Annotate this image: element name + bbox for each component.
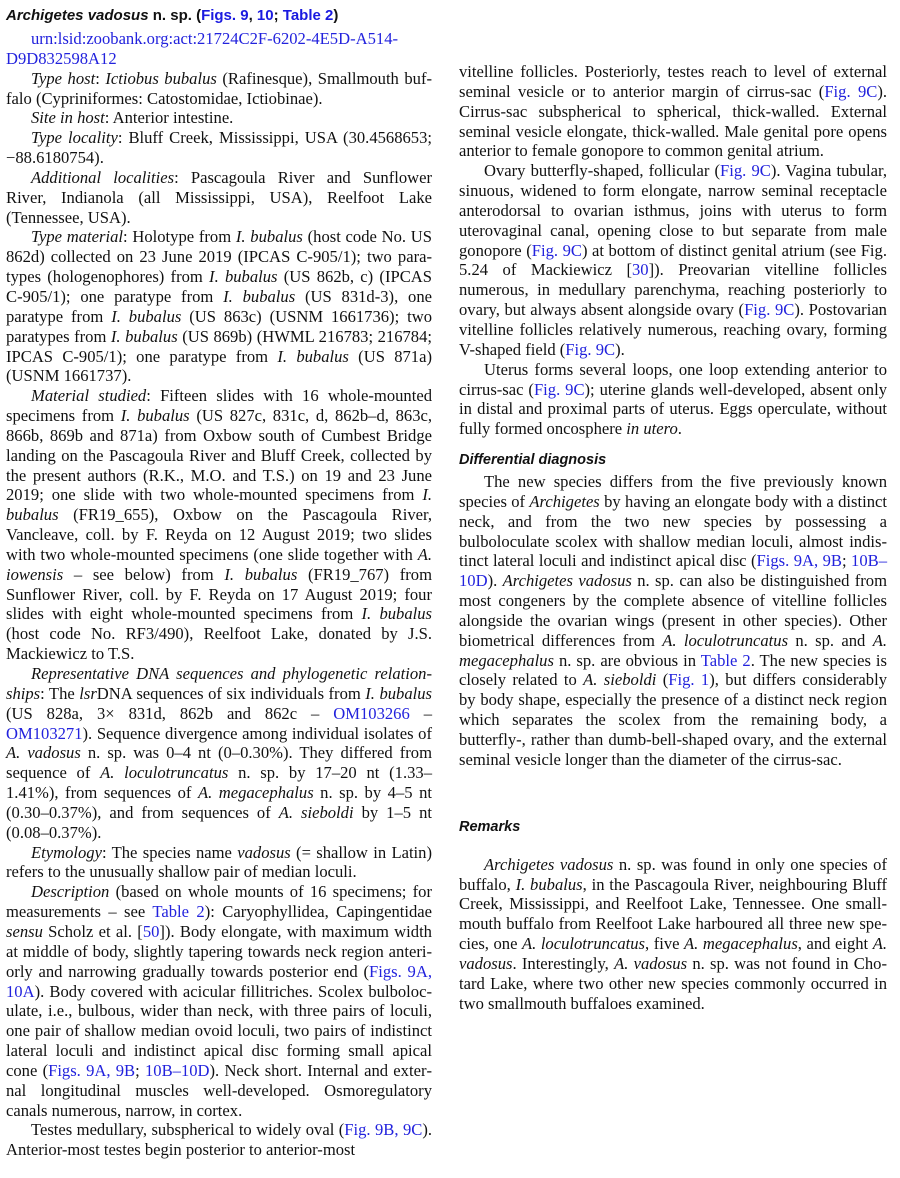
- body-paragraph: [459, 62, 887, 161]
- cross-reference-link[interactable]: Table 2: [282, 7, 334, 24]
- italic-text: Site in host: [31, 108, 105, 128]
- body-paragraph: [6, 128, 432, 168]
- text-run: –: [409, 703, 432, 723]
- text-run: Uterus forms several loops, one loop extending anterior to cirrus-sac (: [459, 359, 887, 399]
- italic-text: I. bubalus: [223, 286, 296, 306]
- text-run: n. sp. are obvious in: [553, 650, 701, 670]
- cross-reference-link[interactable]: Figs. 9: [201, 7, 249, 24]
- text-run: n. sp. was not found in Chotard Lake, where two other new species commonly occurred in two smallmouth buffaloes examined.: [459, 953, 887, 1013]
- left-column: [6, 0, 432, 1160]
- text-run: ). Anterior-most testes begin posterior to anterior-most: [6, 1120, 432, 1160]
- text-run: – see below) from: [63, 564, 225, 584]
- text-run: , five: [645, 934, 685, 954]
- italic-text: Etymology: [31, 842, 102, 862]
- text-run: n. sp. was found in only one species of buffalo,: [459, 854, 888, 894]
- cross-reference-link[interactable]: 50: [142, 921, 160, 941]
- italic-text: I. bubalus: [120, 406, 190, 426]
- cross-reference-link[interactable]: 30: [631, 260, 649, 280]
- text-run: (US 831d-3), one paratype from: [6, 286, 432, 326]
- zoobank-paragraph: [6, 29, 432, 69]
- cross-reference-link[interactable]: OM103271: [6, 723, 83, 743]
- text-run: (US 871a) (USNM 1661737).: [6, 346, 432, 386]
- cross-reference-link[interactable]: Fig. 9C: [533, 379, 585, 399]
- text-run: Ovary butterfly-shaped, follicular (: [484, 161, 721, 181]
- italic-text: Representative DNA sequences and phylogenetic relationships: [6, 664, 432, 703]
- text-run: (: [656, 670, 669, 690]
- text-run: . The new species is closely related to: [459, 650, 888, 690]
- text-run: ]). Body elongate, with maximum width at middle of body, slightly tapering towards neck region anteriorly and narrowing gradually towards posterior end (: [6, 921, 432, 981]
- text-run: (FR19_655), Oxbow on the Pascagoula River, Vancleave, coll. by F. Reyda on 12 August 2019; two slides with two whole-mounted specimens (one slide together with: [6, 505, 432, 564]
- cross-reference-link[interactable]: Figs. 9A, 9B: [756, 551, 842, 571]
- italic-text: Type material: [31, 227, 124, 247]
- cross-reference-link[interactable]: Figs. 9A, 9B: [48, 1060, 136, 1080]
- text-run: , and eight: [797, 934, 873, 954]
- italic-text: sensu: [6, 921, 43, 941]
- right-top-paragraphs: [459, 62, 887, 439]
- italic-text: A. loculotruncatus: [662, 630, 789, 650]
- text-run: ;: [841, 551, 852, 571]
- text-run: ): Caryophyllidea, Capingentidae: [204, 902, 432, 922]
- cross-reference-link[interactable]: Fig. 9C: [720, 161, 771, 181]
- text-run: ); uterine glands well-developed, absent only in distal and proximal parts of uterus. Eggs operculate, without fully formed oncosphere: [459, 379, 887, 439]
- italic-text: A. megacephalus: [684, 934, 798, 954]
- cross-reference-link[interactable]: Fig. 9C: [824, 81, 878, 101]
- text-run: .: [677, 419, 682, 439]
- italic-text: A. iowensis: [6, 544, 432, 584]
- species-title: [6, 6, 432, 26]
- text-run: ), but differs considerably by body shape, especially the presence of a distinct neck region which separates the scolex from the remaining body, a butterfly-, rather than dumb-bell-shaped ovary, and the external seminal vesicle longer than the diameter of the cirrus-sac.: [459, 670, 887, 769]
- text-run: ). Sequence divergence among individual isolates of: [82, 723, 432, 743]
- text-run: (host code No. RF3/490), Reelfoot Lake, donated by J.S. Mackiewicz to T.S.: [6, 624, 432, 664]
- italic-text: I. bubalus: [111, 306, 182, 326]
- text-run: (based on whole mounts of 16 specimens; for measurements – see: [6, 882, 432, 922]
- italic-text: A. sieboldi: [278, 802, 354, 822]
- text-run: n. sp. can also be distinguished from most congeners by the complete absence of vitelline follicles alongside the ovarian wings (present in other species). Other biometrical differences from: [459, 571, 888, 650]
- text-run: ;: [273, 7, 283, 24]
- text-run: : Fifteen slides with 16 whole-mounted specimens from: [6, 386, 432, 426]
- italic-text: Archigetes vadosus: [502, 571, 632, 591]
- italic-text: Archigetes vadosus: [6, 7, 149, 24]
- italic-text: I. bubalus: [235, 227, 303, 247]
- text-run: (host code No. US 862d) collected on 23 June 2019 (IPCAS C-905/1); two paratypes (hologenophores) from: [6, 227, 433, 287]
- italic-text: A. loculotruncatus: [522, 934, 645, 954]
- italic-text: I. bubalus: [515, 874, 583, 894]
- text-run: n. sp. was 0–4 nt (0–0.30%). They differed from sequence of: [6, 743, 432, 783]
- italic-text: A. vadosus: [6, 743, 81, 763]
- text-run: Testes medullary, subspherical to widely oval (: [31, 1120, 345, 1140]
- body-paragraph: [6, 386, 432, 664]
- cross-reference-link[interactable]: Fig. 1: [668, 670, 710, 690]
- italic-text: I. bubalus: [209, 267, 278, 287]
- text-run: ): [333, 7, 339, 24]
- cross-reference-link[interactable]: Fig. 9C: [565, 339, 616, 359]
- italic-text: A. megacephalus: [197, 783, 314, 803]
- body-paragraph: [6, 108, 432, 128]
- text-run: , in the Pascagoula River, neighbouring Bluff Creek, Mississippi, and Reelfoot Lake, Tennessee. One smallmouth buffalo from Reelfoot Lake harboured all three new species, one: [459, 874, 888, 954]
- italic-text: Material studied: [31, 386, 147, 406]
- cross-reference-link[interactable]: OM103266: [333, 703, 410, 723]
- text-run: n. sp. by 4–5 nt (0.30–0.37%), and from sequences of: [6, 783, 432, 822]
- text-run: DNA sequences of six individuals from: [96, 683, 366, 703]
- left-paragraphs: [6, 69, 432, 1160]
- body-paragraph: [459, 161, 887, 359]
- text-run: n. sp. (: [148, 7, 202, 24]
- text-run: by 1–5 nt (0.08–0.37%).: [6, 802, 432, 842]
- text-run: ). Body covered with acicular fillitriches. Scolex bulboloculate, i.e., bulbous, wider than neck, with three pairs of loculi, one pair of shallow median ovoid loculi, two pairs of indistinct lateral loculi and indistinct apical disc forming small apical cone (: [6, 981, 432, 1080]
- text-run: (US 828a, 3× 831d, 862b and 862c –: [6, 703, 334, 723]
- italic-text: lsr: [79, 683, 97, 703]
- cross-reference-link[interactable]: 10B–10D: [459, 551, 887, 591]
- italic-text: A. megacephalus: [459, 630, 887, 670]
- text-run: ,: [248, 7, 257, 24]
- italic-text: Additional localities: [31, 167, 175, 187]
- text-run: ).: [615, 339, 625, 359]
- italic-text: I. bubalus: [277, 346, 349, 366]
- italic-text: A. vadosus: [614, 953, 688, 973]
- text-run: ). Neck short. Internal and external longitudinal muscles well-developed. Osmoregulatory canals numerous, narrow, in cortex.: [6, 1060, 433, 1120]
- italic-text: A. vadosus: [459, 934, 888, 973]
- text-run: vitelline follicles. Posteriorly, testes reach to level of external seminal vesicle or to anterior margin of cirrus-sac (: [459, 62, 887, 101]
- text-run: (US 863c) (USNM 1661736); two paratypes from: [6, 306, 432, 346]
- text-run: ;: [135, 1060, 145, 1080]
- italic-text: vadosus: [237, 842, 291, 862]
- text-run: (US 827c, 831c, d, 862b–d, 863c, 866b, 869b and 871a) from Oxbow south of Cumbest Bridge landing on the Pascagoula River and Bluff Creek, collected by the present authors (R.K., M.O. and T.S.) on 19 and 23 June 2019; one slide with two whole-mounted specimens from: [6, 406, 433, 505]
- cross-reference-link[interactable]: Fig. 9C: [744, 300, 795, 320]
- body-paragraph: [6, 168, 432, 228]
- body-paragraph: [6, 664, 432, 843]
- text-run: n. sp. by 17–20 nt (1.33–1.41%), from sequences of: [6, 763, 432, 803]
- text-run: ]). Preovarian vitelline follicles numerous, in medullary parenchyma, reaching posteriorly to ovary, but always absent alongside ovary (: [459, 260, 887, 320]
- italic-text: A. sieboldi: [583, 670, 657, 690]
- text-run: (US 862b, c) (IPCAS C-905/1); one paratype from: [6, 267, 432, 306]
- italic-text: Archigetes vadosus: [484, 854, 614, 874]
- text-run: : Holotype from: [123, 227, 236, 247]
- remarks-paragraph: [459, 855, 887, 1014]
- cross-reference-link[interactable]: Fig. 9B, 9C: [344, 1120, 423, 1140]
- italic-text: Type host: [31, 68, 96, 88]
- zoobank-urn-link[interactable]: urn:lsid:zoobank.org:act:21724C2F-6202-4E5D-A514-D9D832598A12: [6, 29, 399, 68]
- italic-text: Archigetes: [529, 491, 600, 511]
- italic-text: A. loculotruncatus: [100, 763, 229, 783]
- cross-reference-link[interactable]: Figs. 9A, 10A: [6, 961, 432, 1001]
- text-run: : The: [40, 683, 80, 703]
- differential-diagnosis-paragraph: [459, 472, 887, 770]
- cross-reference-link[interactable]: Table 2: [152, 902, 205, 922]
- italic-text: Type locality: [31, 128, 118, 148]
- cross-reference-link[interactable]: 10: [256, 7, 274, 24]
- text-run: : Anterior intestine.: [104, 108, 234, 128]
- text-run: ). Cirrus-sac subspherical to spherical, thick-walled. External seminal vesicle elongate, thick-walled. Male genital pore opens anterior to female gonopore to common genital atrium.: [459, 81, 887, 161]
- body-paragraph: [6, 69, 432, 109]
- text-run: ) at bottom of distinct genital atrium (see Fig. 5.24 of Mackiewicz [: [459, 240, 887, 280]
- text-run: ).: [487, 571, 503, 591]
- italic-text: I. bubalus: [224, 564, 298, 584]
- text-run: : Pascagoula River and Sunflower River, Indianola (all Mississippi, USA), Reelfoot Lake (Tennessee, USA).: [6, 167, 432, 227]
- italic-text: I. bubalus: [361, 604, 432, 624]
- right-column: [459, 0, 887, 1013]
- remarks-heading: Remarks: [459, 818, 521, 835]
- text-run: (US 869b) (HWML 216783; 216784; IPCAS C-905/1); one paratype from: [6, 326, 432, 366]
- text-run: : Bluff Creek, Mississippi, USA (30.4568653; −88.6180754).: [6, 128, 433, 168]
- body-paragraph: [6, 227, 432, 386]
- italic-text: Ictiobus bubalus: [105, 68, 217, 88]
- text-run: . Interestingly,: [512, 953, 615, 973]
- text-run: (Rafinesque), Smallmouth buffalo (Cypriniformes: Catostomidae, Ictiobinae).: [6, 68, 433, 108]
- italic-text: in utero: [626, 419, 678, 439]
- text-run: n. sp. and: [788, 630, 873, 650]
- cross-reference-link[interactable]: Fig. 9C: [531, 240, 582, 260]
- italic-text: I. bubalus: [110, 326, 178, 346]
- body-paragraph: [6, 1120, 432, 1160]
- text-run: ). Postovarian vitelline follicles relatively numerous, reaching ovary, forming V-shaped field (: [459, 300, 887, 359]
- body-paragraph: [6, 843, 432, 883]
- text-run: by having an elongate body with a distinct neck, and from the two new species by possessing a bulboloculate scolex with shallow median loculi, almost indistinct lateral loculi and indistinct apical disc (: [459, 491, 887, 571]
- cross-reference-link[interactable]: Table 2: [700, 650, 751, 670]
- text-run: ). Vagina tubular, sinuous, widened to form elongate, narrow seminal receptacle anterodorsal to ovarian isthmus, joins with uterus to form uterovaginal canal, opening close to but separate from male gonopore (: [459, 161, 887, 260]
- italic-text: I. bubalus: [6, 485, 432, 525]
- italic-text: I. bubalus: [365, 683, 433, 703]
- text-run: : The species name: [101, 842, 238, 862]
- text-run: Scholz et al. [: [42, 921, 143, 941]
- text-run: (= shallow in Latin) refers to the unusually shallow pair of median loculi.: [6, 842, 432, 882]
- text-run: :: [95, 68, 106, 88]
- body-paragraph: [6, 882, 432, 1120]
- text-run: The new species differs from the five previously known species of: [459, 472, 887, 511]
- body-paragraph: [459, 360, 887, 439]
- differential-diagnosis-heading: Differential diagnosis: [459, 452, 607, 469]
- italic-text: Description: [31, 882, 110, 902]
- cross-reference-link[interactable]: 10B–10D: [144, 1060, 210, 1080]
- text-run: (FR19_767) from Sunflower River, coll. by F. Reyda on 17 August 2019; four slides with eight whole-mounted specimens from: [6, 564, 433, 624]
